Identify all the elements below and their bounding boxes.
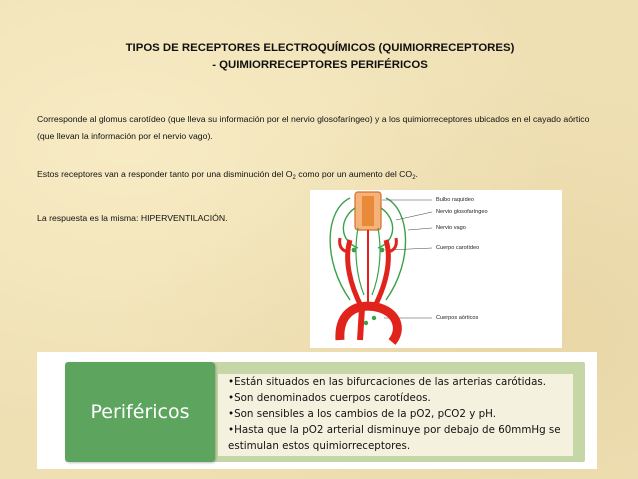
summary-item: •Están situados en las bifurcaciones de las arterias carótidas.: [228, 376, 547, 388]
p2-middle: como por un aumento del CO: [295, 169, 413, 179]
p2-sub1: 2: [292, 175, 296, 181]
paragraph-stimuli: [37, 166, 497, 187]
label-glosofaringeo: Nervio glosofaríngeo: [436, 209, 488, 215]
chemoreceptor-diagram: [310, 190, 562, 348]
summary-box: [65, 362, 585, 462]
label-cuerpos-aorticos: Cuerpos aórticos: [436, 315, 479, 321]
summary-label: Periféricos: [90, 401, 190, 423]
label-bulbo: Bulbo raquídeo: [436, 197, 474, 203]
p2-after: .: [415, 169, 418, 179]
title-line-1: TIPOS DE RECEPTORES ELECTROQUÍMICOS (QUIMIORRECEPTORES): [125, 42, 515, 54]
summary-panel: [37, 352, 597, 469]
summary-item: •Son sensibles a los cambios de la pO2, pCO2 y pH.: [228, 408, 496, 420]
slide-title: [70, 40, 570, 74]
p2-sub2: 2: [412, 175, 416, 181]
brainstem-core: [362, 196, 374, 226]
p2-before: Estos receptores van a responder tanto por una disminución del O: [37, 169, 293, 179]
summary-item: •Son denominados cuerpos carotídeos.: [228, 392, 431, 404]
title-line-2: - QUIMIORRECEPTORES PERIFÉRICOS: [212, 59, 428, 71]
label-cuerpo-carotideo: Cuerpo carotídeo: [436, 245, 480, 251]
label-vago: Nervio vago: [436, 225, 466, 231]
summary-list: [218, 374, 573, 456]
paragraph-glomus: Corresponde al glomus carotídeo (que lleva su información por el nervio glosofaríngeo) y a los quimiorreceptores ubicados en el cayado aórtico (que llevan la información por el nervio vago).: [37, 114, 590, 141]
summary-label-box: [65, 362, 215, 462]
summary-item: •Hasta que la pO2 arterial disminuye por debajo de 60mmHg se estimulan estos quimiorreceptores.: [228, 424, 561, 452]
paragraph-response: La respuesta es la misma: HIPERVENTILACIÓN.: [37, 213, 228, 223]
